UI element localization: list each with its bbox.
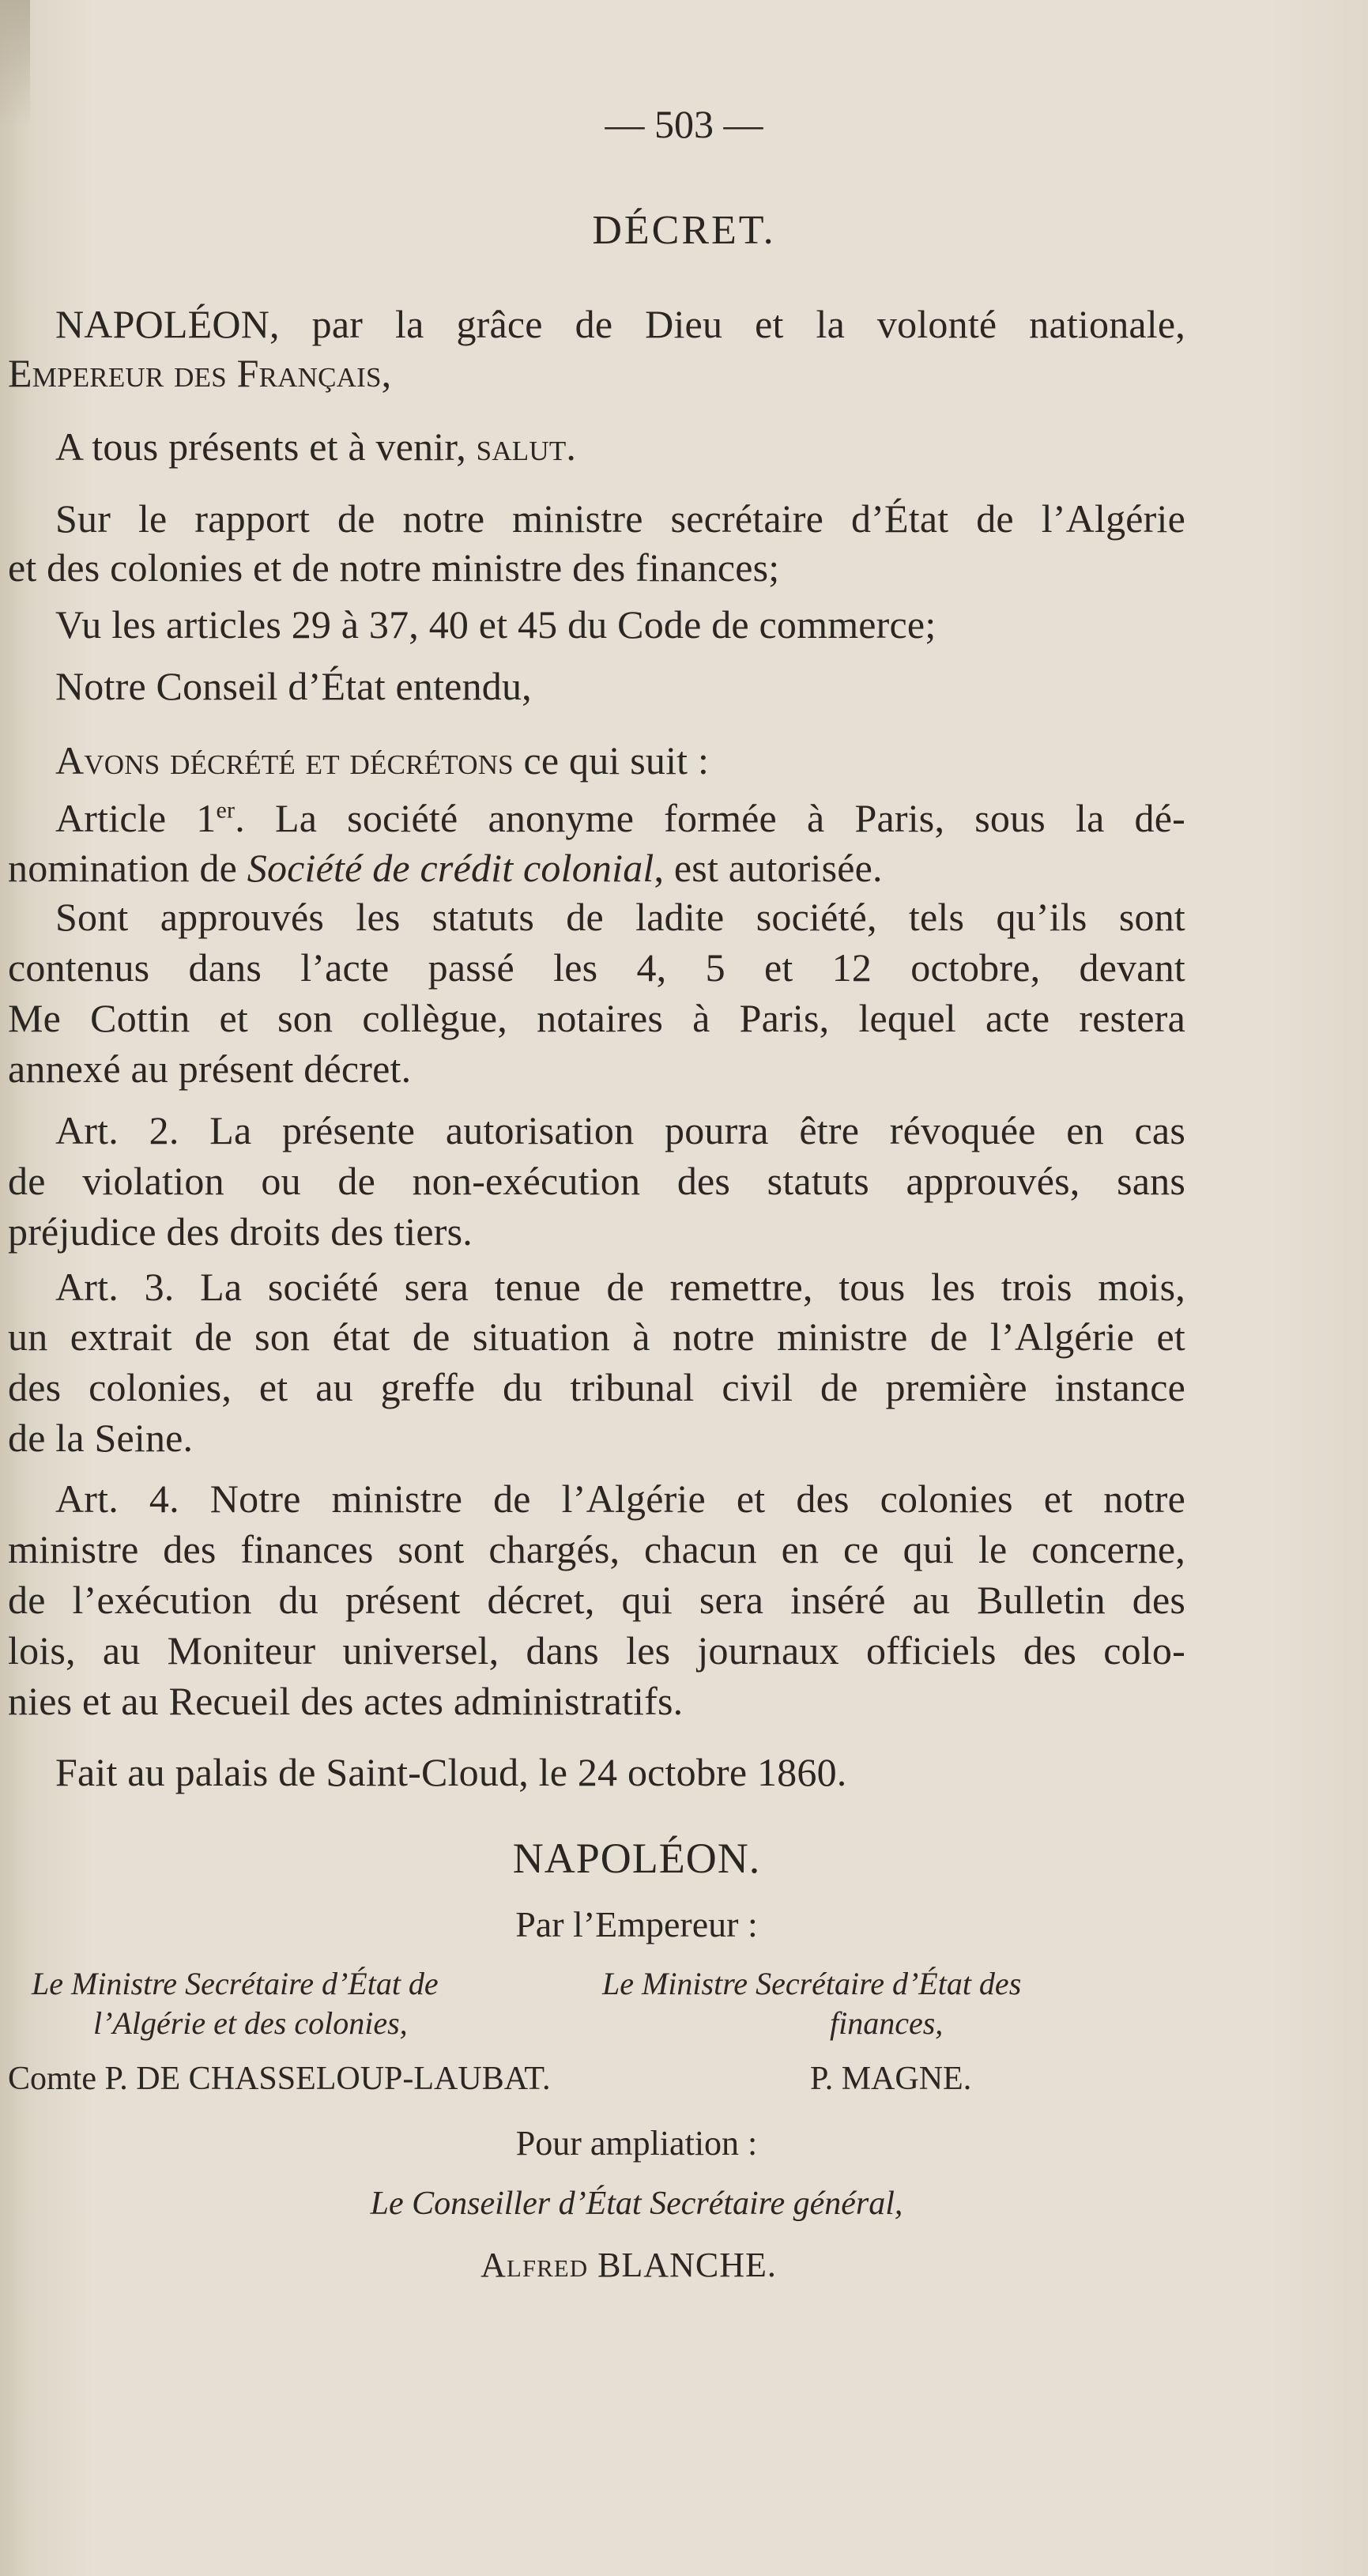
article2-line-1: Art. 2. La présente autorisation pourra être révoquée en cas — [55, 1108, 1185, 1152]
conseiller-title: Le Conseiller d’État Secrétaire général, — [370, 2186, 903, 2222]
article4-line-2: ministre des finances sont chargés, chacun en ce qui le concerne, — [8, 1527, 1185, 1571]
signature-napoleon: NAPOLÉON. — [512, 1835, 761, 1882]
final-signatory: Alfred BLANCHE. — [480, 2246, 777, 2284]
article2-line-2: de violation ou de non-exécution des statuts approuvés, sans — [8, 1159, 1185, 1203]
right-minister-name: P. MAGNE. — [810, 2061, 972, 2097]
intro-line-2: Empereur des Français, — [8, 351, 392, 395]
salutation-word: salut. — [476, 424, 577, 469]
article3-line-4: de la Seine. — [8, 1416, 194, 1460]
par-l-empereur: Par l’Empereur : — [515, 1904, 758, 1944]
preamble-line-2: et des colonies et de notre ministre des finances; — [8, 545, 780, 590]
salutation-prefix: A tous présents et à venir, — [55, 424, 477, 469]
decree-heading: DÉCRET. — [592, 208, 776, 253]
article2-line-3: préjudice des droits des tiers. — [8, 1209, 473, 1254]
decree-formula-smallcaps: Avons décrété et décrétons — [55, 738, 514, 783]
article1-para2-line-3: Me Cottin et son collègue, notaires à Paris, lequel acte restera — [8, 996, 1185, 1040]
decree-formula — [55, 737, 709, 784]
article1-label: Article 1 — [55, 796, 217, 840]
article1-line-1 — [55, 794, 1185, 842]
article1-l2-end: , est autorisée. — [654, 846, 883, 890]
article1-line1-rest: . La société anonyme formée à Paris, sous la dé- — [235, 796, 1185, 840]
article3-line-1: Art. 3. La société sera tenue de remettre, tous les trois mois, — [55, 1265, 1185, 1309]
pour-ampliation: Pour ampliation : — [515, 2124, 758, 2163]
intro-line-1: NAPOLÉON, par la grâce de Dieu et la volonté nationale, — [55, 302, 1185, 346]
preamble-line-1: Sur le rapport de notre ministre secrétaire d’État de l’Algérie — [55, 496, 1185, 541]
right-minister-title-2: finances, — [830, 2005, 944, 2041]
page-number: — 503 — — [605, 102, 763, 146]
salutation — [55, 423, 576, 470]
preamble-line-3: Vu les articles 29 à 37, 40 et 45 du Code de commerce; — [55, 602, 936, 647]
article4-line-1: Art. 4. Notre ministre de l’Algérie et des colonies et notre — [55, 1477, 1185, 1521]
done-at: Fait au palais de Saint-Cloud, le 24 octobre 1860. — [55, 1750, 847, 1794]
article4-line-5: nies et au Recueil des actes administratifs. — [8, 1679, 684, 1723]
article4-line-3: de l’exécution du présent décret, qui sera inséré au Bulletin des — [8, 1578, 1185, 1622]
left-minister-title-2: l’Algérie et des colonies, — [93, 2005, 408, 2041]
decree-formula-rest: ce qui suit : — [513, 738, 710, 783]
article1-para2-line-1: Sont approuvés les statuts de ladite société, tels qu’ils sont — [55, 895, 1185, 939]
left-minister-title-1: Le Ministre Secrétaire d’État de — [32, 1966, 439, 2001]
article4-line-4: lois, au Moniteur universel, dans les journaux officiels des colo- — [8, 1628, 1185, 1673]
article1-para2-line-4: annexé au présent décret. — [8, 1047, 412, 1091]
article1-line-2 — [8, 844, 883, 892]
article3-line-2: un extrait de son état de situation à notre ministre de l’Algérie et — [8, 1314, 1185, 1359]
article3-line-3: des colonies, et au greffe du tribunal civil de première instance — [8, 1365, 1185, 1409]
right-minister-title-1: Le Ministre Secrétaire d’État des — [602, 1966, 1022, 2001]
left-minister-name: Comte P. DE CHASSELOUP-LAUBAT. — [8, 2061, 551, 2097]
article1-para2-line-2: contenus dans l’acte passé les 4, 5 et 12 octobre, devant — [8, 945, 1185, 990]
article1-sup: er — [216, 797, 236, 824]
preamble-line-4: Notre Conseil d’État entendu, — [55, 664, 532, 708]
company-name: Société de crédit colonial — [247, 846, 654, 890]
article1-l2-start: nomination de — [8, 846, 247, 890]
